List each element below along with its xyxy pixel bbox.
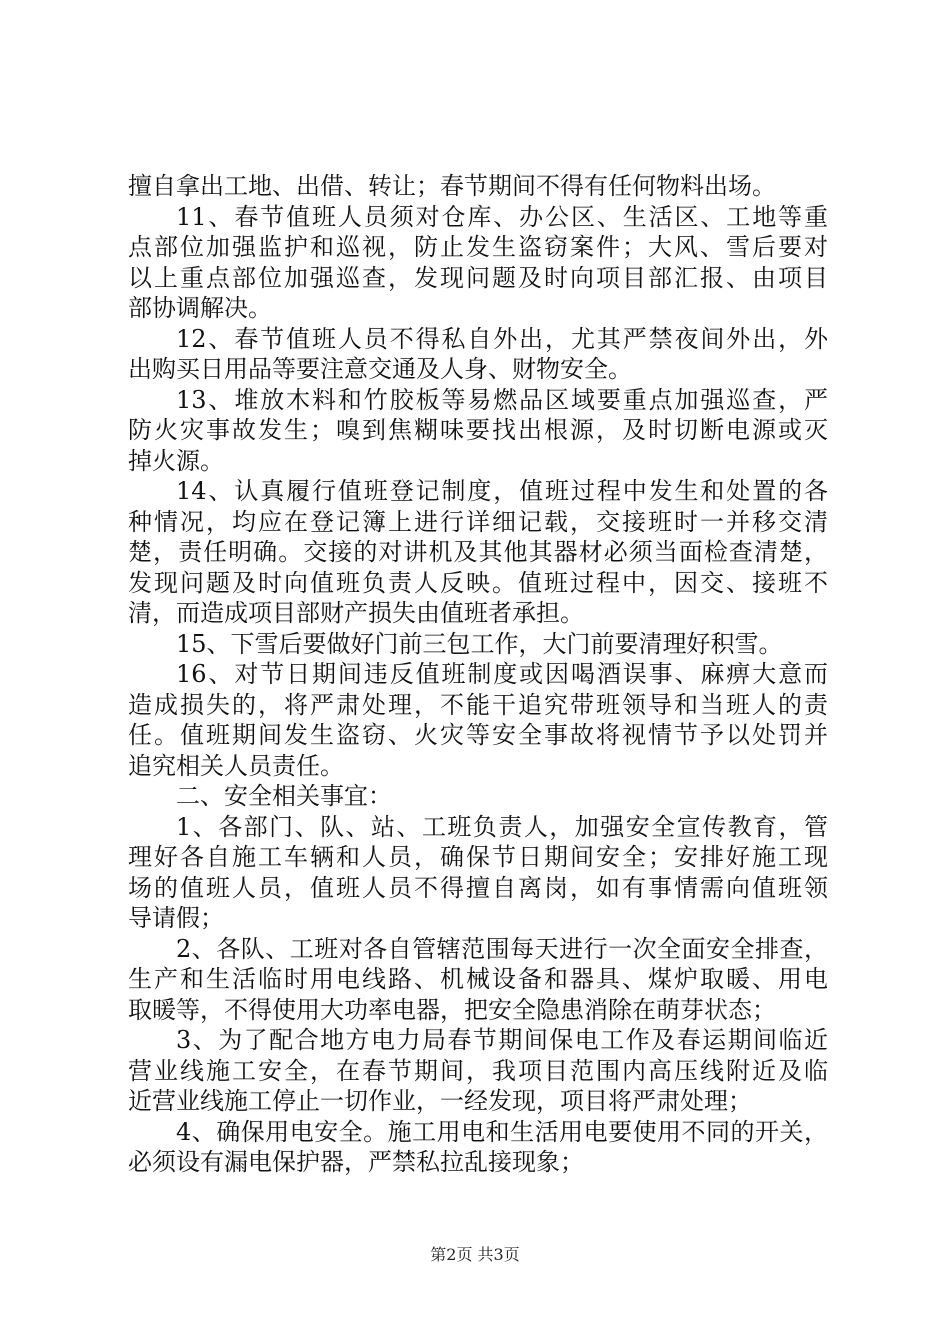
text-line: 清，而造成项目部财产损失由值班者承担。 [128, 599, 584, 627]
text-line: 3、为了配合地方电力局春节期间保电工作及春运期间临近 [176, 1026, 828, 1054]
text-line: 11、春节值班人员须对仓库、办公区、生活区、工地等重 [176, 202, 828, 231]
text-line: 部协调解决。 [128, 294, 272, 322]
text-line: 擅自拿出工地、出借、转让；春节期间不得有任何物料出场。 [128, 172, 776, 200]
text-line: 12、春节值班人员不得私自外出，尤其严禁夜间外出，外 [176, 324, 828, 353]
text-line: 楚，责任明确。交接的对讲机及其他其器材必须当面检查清楚， [128, 538, 828, 566]
text-line: 任。值班期间发生盗窃、火灾等安全事故将视情节予以处罚并 [128, 721, 828, 749]
text-line: 防火灾事故发生；嗅到焦糊味要找出根源，及时切断电源或灭 [128, 416, 828, 444]
text-line: 营业线施工安全，在春节期间，我项目范围内高压线附近及临 [128, 1056, 828, 1085]
text-line: 点部位加强监护和巡视，防止发生盗窃案件；大风、雪后要对 [128, 233, 828, 261]
text-line: 13、堆放木料和竹胶板等易燃品区域要重点加强巡查，严 [176, 385, 828, 414]
text-line: 2、各队、工班对各自管辖范围每天进行一次全面安全排查， [176, 934, 828, 963]
text-line: 1、各部门、队、站、工班负责人，加强安全宣传教育，管 [176, 812, 828, 841]
text-line: 以上重点部位加强巡查，发现问题及时向项目部汇报、由项目 [128, 263, 828, 292]
text-line: 15、下雪后要做好门前三包工作，大门前要清理好积雪。 [176, 629, 783, 658]
text-line: 场的值班人员，值班人员不得擅自离岗，如有事情需向值班领 [128, 873, 828, 902]
text-line: 4、确保用电安全。施工用电和生活用电要使用不同的开关， [176, 1117, 828, 1146]
text-line: 种情况，均应在登记簿上进行详细记载，交接班时一并移交清 [128, 507, 828, 536]
text-line: 导请假； [128, 904, 224, 932]
text-line: 必须设有漏电保护器，严禁私拉乱接现象； [128, 1148, 584, 1176]
text-line: 出购买日用品等要注意交通及人身、财物安全。 [128, 355, 632, 383]
text-line: 16、对节日期间违反值班制度或因喝酒误事、麻痹大意而 [176, 660, 828, 688]
text-line: 造成损失的，将严肃处理，不能干追究带班领导和当班人的责 [128, 690, 828, 719]
text-line: 生产和生活临时用电线路、机械设备和器具、煤炉取暖、用电 [128, 965, 828, 993]
text-line: 二、安全相关事宜： [176, 782, 392, 810]
text-line: 取暖等，不得使用大功率电器，把安全隐患消除在萌芽状态； [128, 995, 776, 1024]
text-line: 追究相关人员责任。 [128, 751, 344, 780]
text-line: 14、认真履行值班登记制度，值班过程中发生和处置的各 [176, 477, 828, 505]
document-body [128, 171, 828, 1178]
text-line: 掉火源。 [128, 446, 224, 475]
page-footer: 第2页 共3页 [430, 1245, 520, 1264]
text-line: 近营业线施工停止一切作业，一经发现，项目将严肃处理； [128, 1087, 752, 1115]
text-line: 发现问题及时向值班负责人反映。值班过程中，因交、接班不 [128, 568, 828, 597]
text-line: 理好各自施工车辆和人员，确保节日期间安全；安排好施工现 [128, 843, 828, 871]
